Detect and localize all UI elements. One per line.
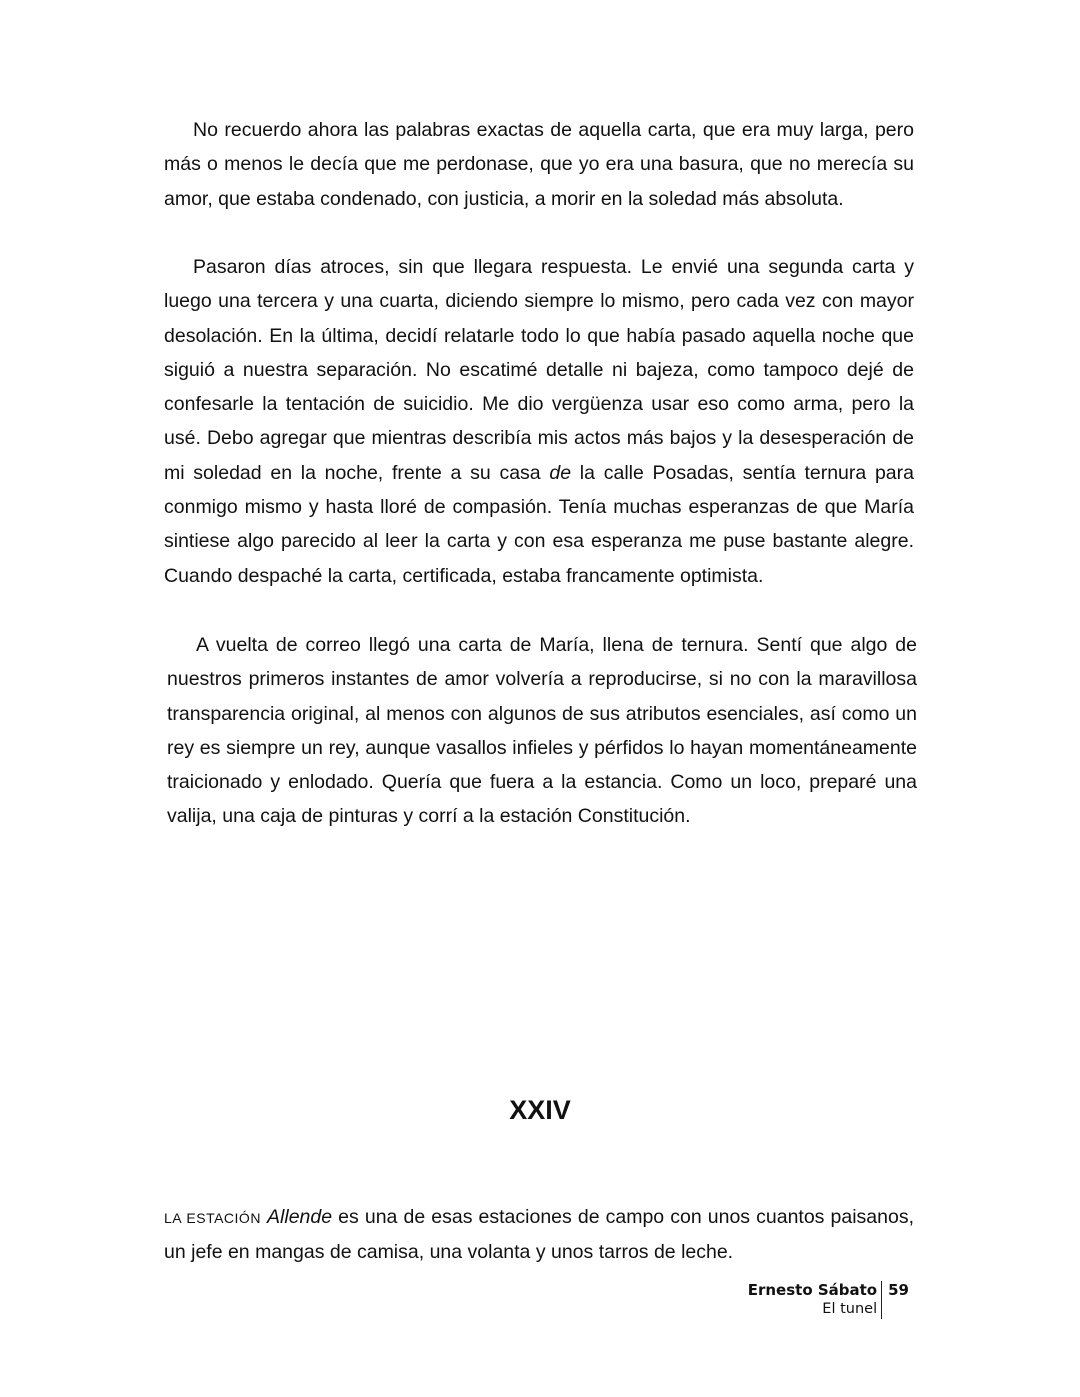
paragraph-2-text-b: la calle Posadas, sentía ternura para conmigo mismo y hasta lloré de compasión. Tenía muchas esperanzas de que María sintiese algo parecido al leer la carta y con esa esperanza me puse bastante alegre. Cuando despaché la carta, certificada, estaba francamente optimista. — [164, 461, 914, 587]
footer-author: Ernesto Sábato — [747, 1281, 878, 1299]
footer-attribution — [748, 1281, 882, 1319]
footer-book-title: El tunel — [822, 1301, 878, 1317]
station-name-italic: Allende — [267, 1206, 333, 1228]
page-footer — [748, 1281, 909, 1319]
paragraph-2-italic: de — [549, 461, 572, 484]
paragraph-2-text-a: Pasaron días atroces, sin que llegara respuesta. Le envié una segunda carta y luego una tercera y una cuarta, diciendo siempre lo mismo, pero cada vez con mayor desolación. En la última, decidí relatarle todo lo que había pasado aquella noche que siguió a nuestra separación. No escatimé detalle ni bajeza, como tampoco dejé de confesarle la tentación de suicidio. Me dio vergüenza usar eso como arma, pero la usé. Debo agregar que mientras describía mis actos más bajos y la desesperación de mi soledad en la noche, frente a su casa — [164, 256, 914, 484]
paragraph-1: No recuerdo ahora las palabras exactas de aquella carta, que era muy larga, pero más o menos le decía que me perdonase, que yo era una basura, que no merecía su amor, que estaba condenado, con justicia, a morir en la soledad más absoluta. — [164, 119, 914, 210]
smallcaps-lead: LA ESTACIÓN — [164, 1210, 261, 1226]
chapter-first-paragraph-text: es una de esas estaciones de campo con unos cuantos paisanos, un jefe en mangas de camisa, una volanta y unos tarros de leche. — [164, 1206, 914, 1264]
paragraph-3: A vuelta de correo llegó una carta de María, llena de ternura. Sentí que algo de nuestros primeros instantes de amor volvería a reproducirse, si no con la maravillosa transparencia original, al menos con algunos de sus atributos esenciales, así como un rey es siempre un rey, aunque vasallos infieles y pérfidos lo hayan momentáneamente traicionado y enlodado. Quería que fuera a la estancia. Como un loco, preparé una valija, una caja de pinturas y corrí a la estación Constitución. — [167, 634, 917, 828]
chapter-heading: XXIV — [509, 1095, 571, 1125]
page-number: 59 — [888, 1281, 909, 1299]
paragraph-2 — [164, 250, 914, 593]
chapter-first-paragraph — [164, 1200, 914, 1270]
